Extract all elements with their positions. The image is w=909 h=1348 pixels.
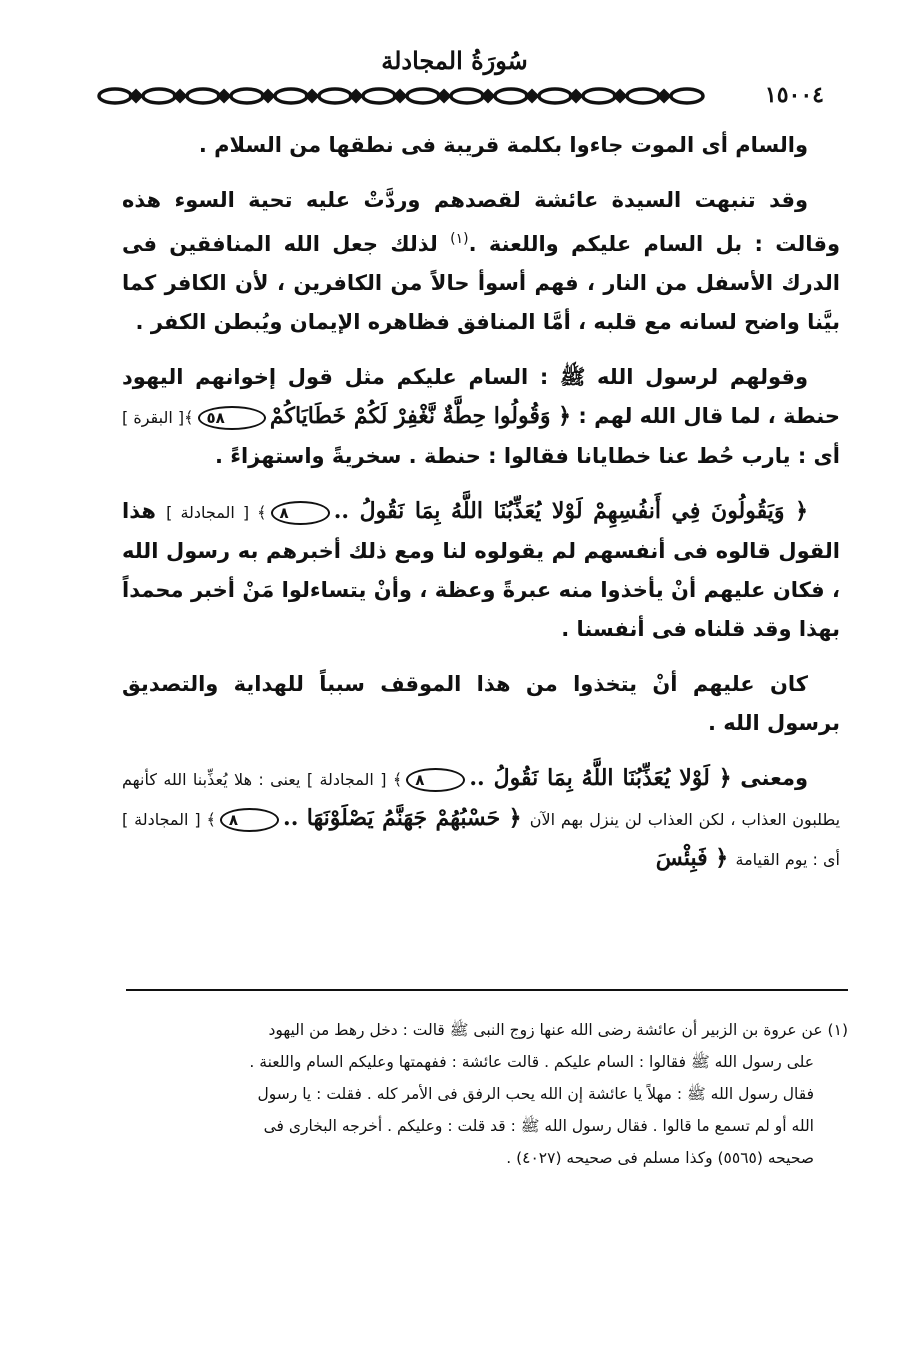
quran-verse: ﴿ حَسْبُهُمْ جَهَنَّمُ يَصْلَوْنَهَا .. xyxy=(283,805,522,831)
footnote-line: صحيحه (٥٥٦٥) وكذا مسلم فى صحيحه (٤٠٢٧) . xyxy=(506,1149,814,1167)
footnote-line: على رسول الله ﷺ فقالوا : السام عليكم . قالت عائشة : ففهمتها وعليكم السام واللعنة . xyxy=(249,1053,814,1071)
footnote-divider xyxy=(126,989,848,991)
verse-number-badge: ٨ xyxy=(271,501,330,525)
footnote xyxy=(126,1014,848,1174)
paragraph-5 xyxy=(122,665,840,743)
ornament-diamond xyxy=(263,91,273,101)
quran-verse: ﴿ فَبِئْسَ xyxy=(655,845,729,871)
paragraph-1 xyxy=(122,126,840,165)
paragraph-text: وقد تنبهت السيدة عائشة لقصدهم وردَّتْ عليه تحية السوء هذه وقالت : بل السام عليكم واللعنة . xyxy=(122,188,840,256)
ornament-oval xyxy=(495,89,527,103)
ornament-diamond xyxy=(395,91,405,101)
ornament-diamond xyxy=(131,91,141,101)
ornament-oval xyxy=(275,89,307,103)
ornament-diamond xyxy=(307,91,317,101)
ornament-oval xyxy=(671,89,703,103)
paragraph-text: ومعنى xyxy=(740,766,808,790)
quran-verse: ﴿ وَيَقُولُونَ فِي أَنفُسِهِمْ لَوْلا يُعَذِّبُنَا اللَّهُ بِمَا نَقُولُ .. xyxy=(333,498,809,524)
paragraph-2 xyxy=(122,181,840,342)
quran-verse: ﴿ لَوْلا يُعَذِّبُنَا اللَّهُ بِمَا نَقُولُ .. xyxy=(469,765,732,791)
ornament-oval xyxy=(231,89,263,103)
ornament-diamond xyxy=(351,91,361,101)
quran-verse: ﴿ وَقُولُوا حِطَّةٌ نَّغْفِرْ لَكُمْ خَطَايَاكُمْ xyxy=(269,403,572,429)
ornament-diamond xyxy=(615,91,625,101)
paragraph-text: لذلك جعل الله المنافقين فى الدرك الأسفل من النار ، فهم أسوأ حالاً من الكافرين ، لأن الكافر كما بيَّنا واضح لسانه مع قلبه ، أمَّا المنافق فظاهره الإيمان ويُبطن الكفر . xyxy=(122,232,840,334)
ornament-diamond xyxy=(439,91,449,101)
main-text xyxy=(122,126,840,895)
footnote-line: الله أو لم تسمع ما قالوا . فقال رسول الله ﷺ : قد قلت : وعليكم . أخرجه البخارى فى xyxy=(263,1117,814,1135)
sura-reference: ﴾ [ المجادلة ] xyxy=(166,503,267,522)
footnote-line: فقال رسول الله ﷺ : مهلاً يا عائشة إن الله يحب الرفق فى الأمر كله . فقلت : يا رسول xyxy=(257,1085,814,1103)
sura-reference: ﴾ [ المجادلة ] أى : يوم القيامة xyxy=(122,810,840,869)
ornament-oval xyxy=(363,89,395,103)
ornament-diamond xyxy=(219,91,229,101)
ornament-oval xyxy=(99,89,131,103)
ornament-diamond xyxy=(527,91,537,101)
ornament-oval xyxy=(451,89,483,103)
page-number-text: ١٥٠٠٤ xyxy=(764,82,824,108)
verse-number-badge: ٨ xyxy=(406,768,465,792)
ornament-diamond xyxy=(571,91,581,101)
ornament-oval xyxy=(407,89,439,103)
ornament-oval xyxy=(583,89,615,103)
verse-number-badge: ٥٨ xyxy=(198,406,266,430)
footnote-reference[interactable]: (١) xyxy=(450,231,469,247)
paragraph-4 xyxy=(122,492,840,649)
ornamental-border-icon xyxy=(92,84,712,108)
surah-title: سُورَةُ المجادلة xyxy=(381,46,528,75)
ornament-oval xyxy=(539,89,571,103)
paragraph-text: هذا القول قالوه فى أنفسهم لم يقولوه لنا ومع ذلك أخبرهم به رسول الله ، فكان عليهم أنْ يأخذوا منه عبرةً وعظة ، وأنْ يتساءلوا مَنْ أخبر محمداً بهذا وقد قلناه فى أنفسنا . xyxy=(122,499,840,641)
ornament-oval xyxy=(187,89,219,103)
page-number xyxy=(714,82,824,110)
paragraph-3 xyxy=(122,358,840,476)
verse-number-badge: ٨ xyxy=(220,808,279,832)
footnote-number: (١) xyxy=(827,1021,848,1039)
ornament-oval xyxy=(319,89,351,103)
footnote-line xyxy=(126,1014,848,1046)
paragraph-text: وقولهم لرسول الله ﷺ : السام عليكم مثل قول إخوانهم اليهود حنطة ، لما قال الله لهم : xyxy=(122,365,840,428)
paragraph-text: كان عليهم أنْ يتخذوا من هذا الموقف سبباً للهداية والتصديق برسول الله . xyxy=(122,672,840,735)
paragraph-text: والسام أى الموت جاءوا بكلمة قريبة فى نطقها من السلام . xyxy=(198,133,808,157)
sura-reference: ﴾[ البقرة ] xyxy=(122,408,194,427)
ornament-diamond xyxy=(483,91,493,101)
ornament-oval xyxy=(627,89,659,103)
paragraph-text: أى : يارب حُط عنا خطايانا فقالوا : حنطة . سخريةً واستهزاءً . xyxy=(214,444,840,468)
paragraph-6 xyxy=(122,759,840,879)
sura-reference: ﴾ [ المجادلة ] يعنى : هلا يُعذِّبنا الله كأنهم يطلبون العذاب ، لكن العذاب لن ينزل بهم الآن xyxy=(122,770,841,829)
ornament-oval xyxy=(143,89,175,103)
ornament-diamond xyxy=(659,91,669,101)
ornament-diamond xyxy=(175,91,185,101)
footnote-text: عن عروة بن الزبير أن عائشة رضى الله عنها زوج النبى ﷺ قالت : دخل رهط من اليهود xyxy=(268,1021,823,1039)
